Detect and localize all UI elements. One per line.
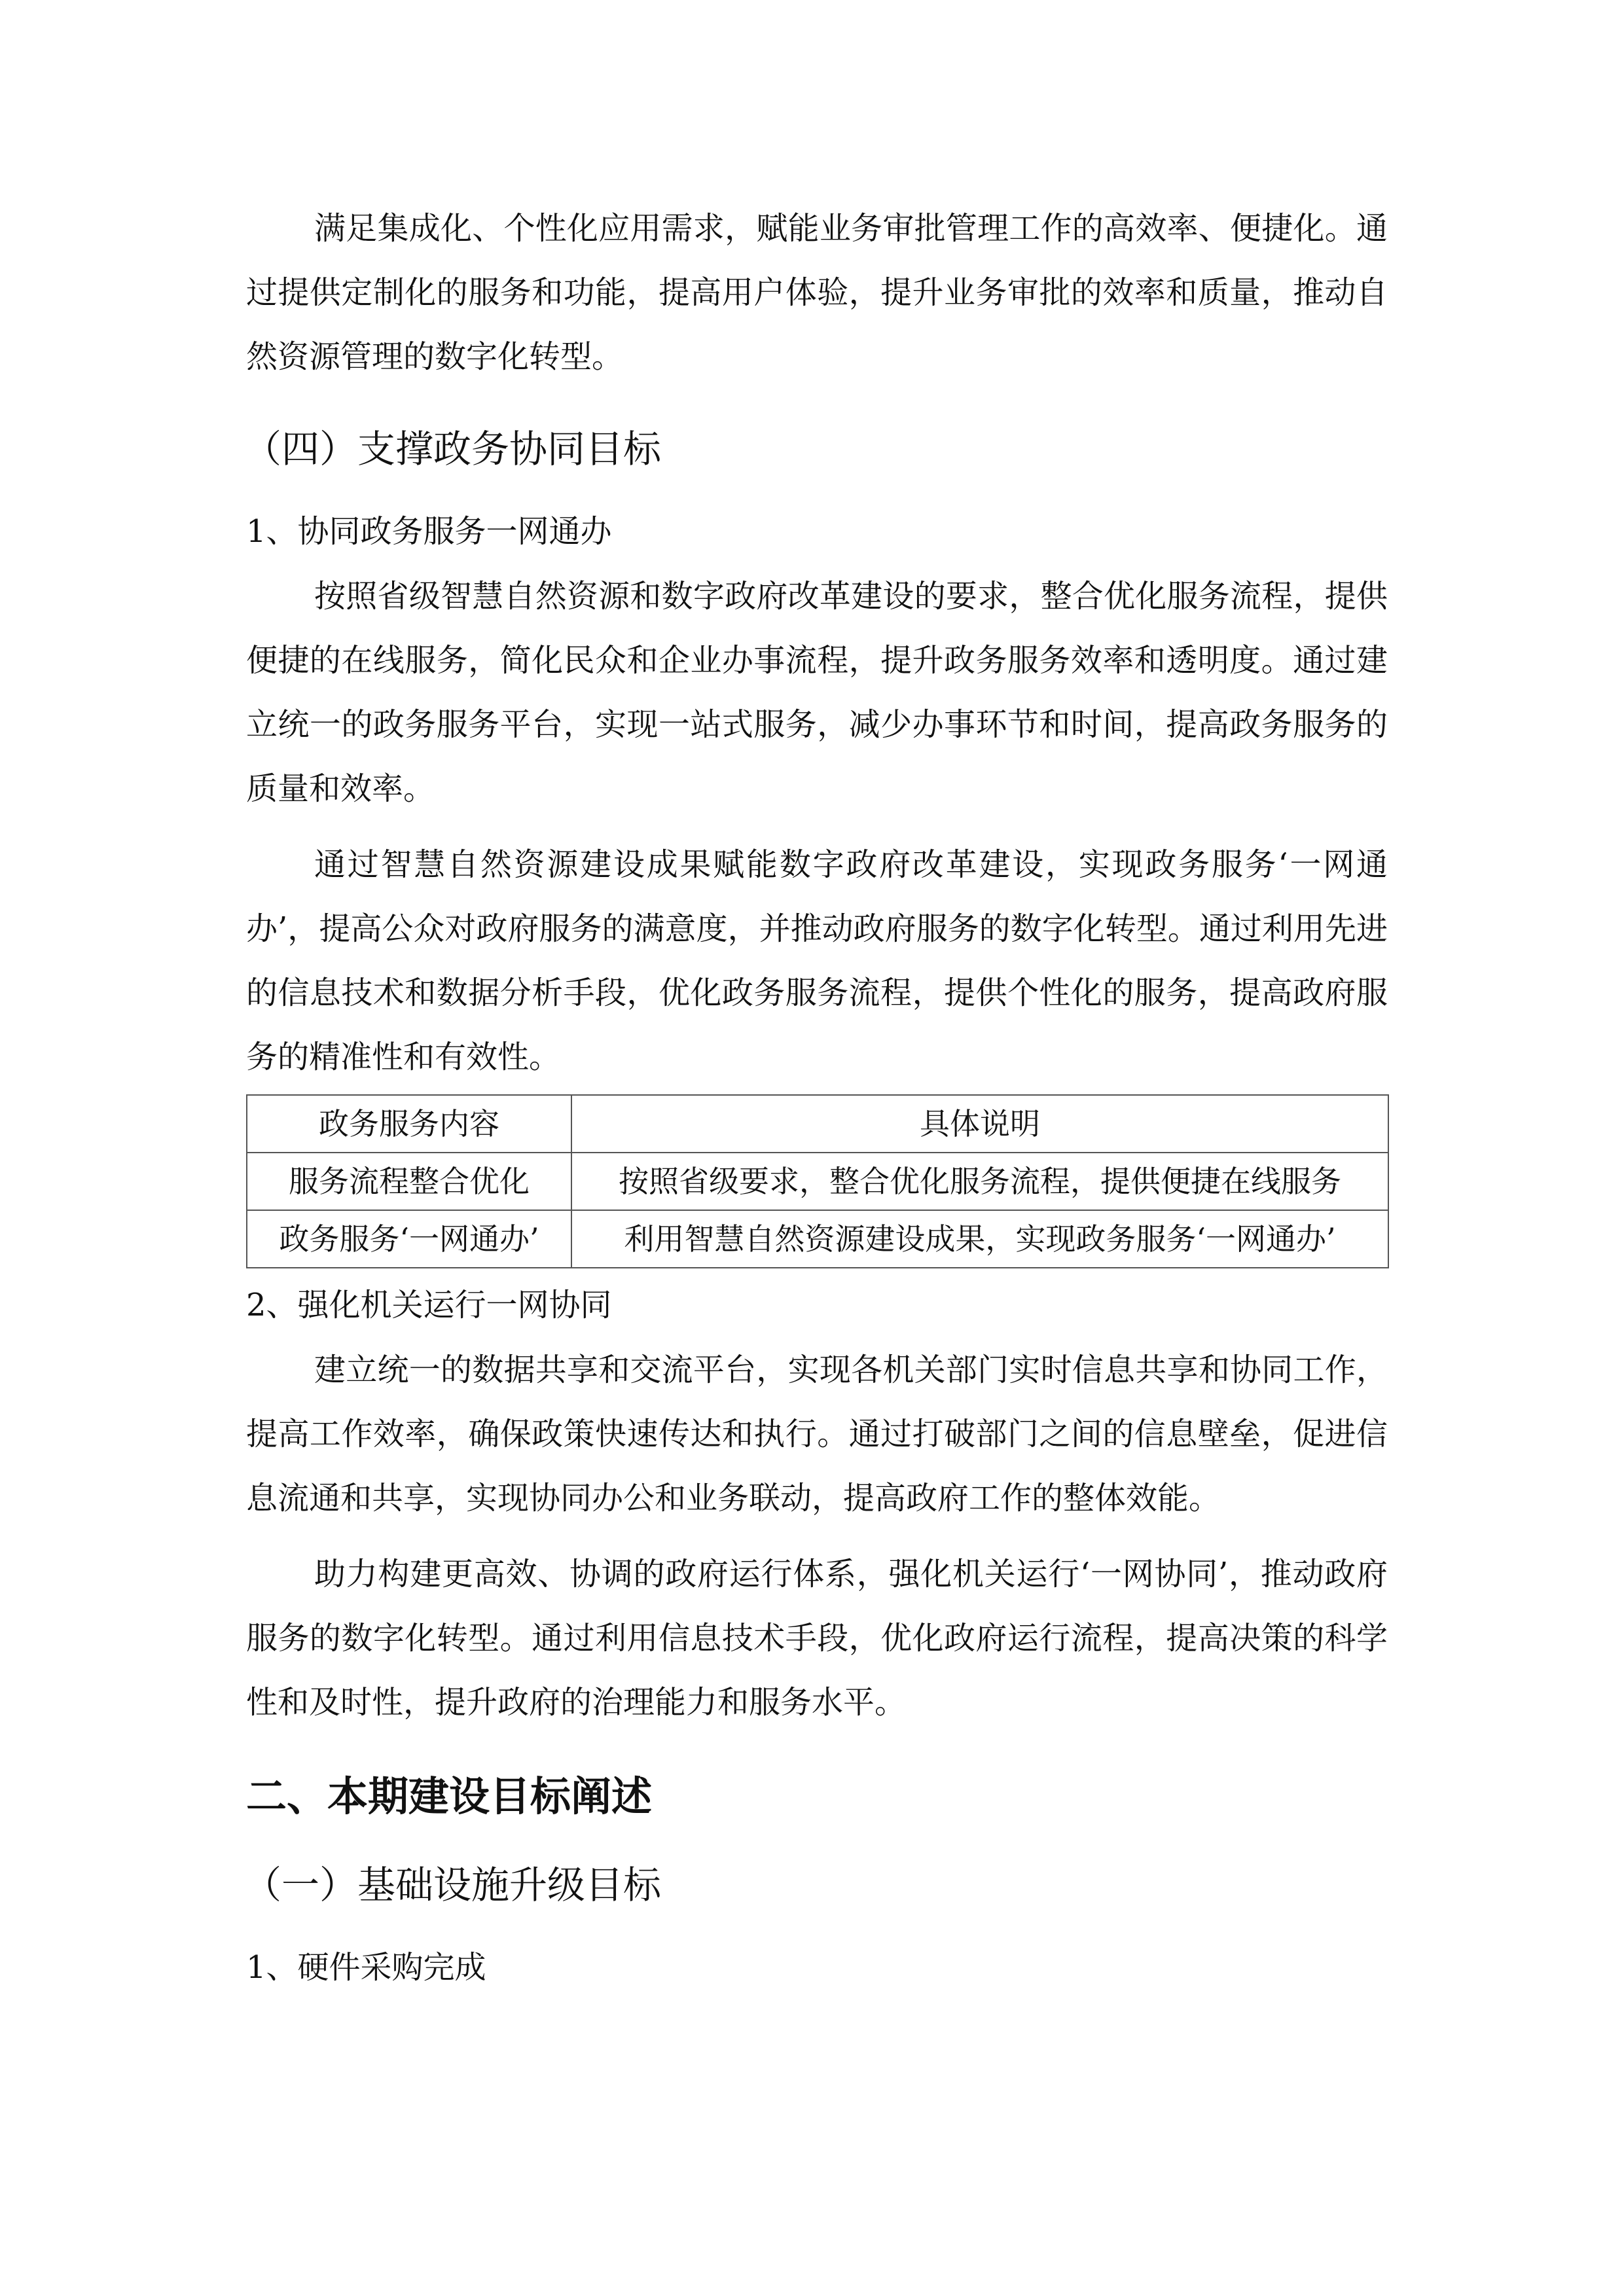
section-heading: （一）基础设施升级目标 bbox=[244, 1863, 662, 1907]
subsection-heading: 1、协同政务服务一网通办 bbox=[246, 513, 612, 550]
paragraph: 按照省级智慧自然资源和数字政府改革建设的要求，整合优化服务流程，提供便捷的在线服务，简化民众和企业办事流程，提升政务服务效率和透明度。通过建立统一的政务服务平台，实现一站式服务，减少办事环节和时间，提高政务服务的质量和效率。 bbox=[246, 578, 1388, 807]
paragraph: 助力构建更高效、协调的政府运行体系，强化机关运行‘一网协同’，推动政府服务的数字化转型。通过利用信息技术手段，优化政府运行流程，提高决策的科学性和及时性，提升政府的治理能力和服务水平。 bbox=[246, 1556, 1388, 1721]
document-page bbox=[246, 196, 1388, 2000]
section-heading: （四）支撑政务协同目标 bbox=[244, 427, 662, 471]
table-cell: 政务服务‘一网通办’ bbox=[247, 1210, 571, 1268]
chapter-heading: 二、本期建设目标阐述 bbox=[246, 1772, 653, 1820]
subsection-heading: 1、硬件采购完成 bbox=[246, 1949, 486, 1986]
table-header-row bbox=[247, 1095, 1388, 1153]
table-cell: 利用智慧自然资源建设成果，实现政务服务‘一网通办’ bbox=[571, 1210, 1388, 1268]
subsection-heading: 2、强化机关运行一网协同 bbox=[246, 1287, 612, 1323]
paragraph: 满足集成化、个性化应用需求，赋能业务审批管理工作的高效率、便捷化。通过提供定制化的服务和功能，提高用户体验，提升业务审批的效率和质量，推动自然资源管理的数字化转型。 bbox=[246, 210, 1388, 375]
table-header-cell: 政务服务内容 bbox=[247, 1095, 571, 1153]
table-row bbox=[247, 1210, 1388, 1268]
paragraph: 建立统一的数据共享和交流平台，实现各机关部门实时信息共享和协同工作，提高工作效率，确保政策快速传达和执行。通过打破部门之间的信息壁垒，促进信息流通和共享，实现协同办公和业务联动，提高政府工作的整体效能。 bbox=[246, 1352, 1388, 1516]
table-cell: 服务流程整合优化 bbox=[247, 1153, 571, 1210]
table-cell: 按照省级要求，整合优化服务流程，提供便捷在线服务 bbox=[571, 1153, 1388, 1210]
service-table bbox=[246, 1094, 1389, 1268]
paragraph: 通过智慧自然资源建设成果赋能数字政府改革建设，实现政务服务‘一网通办’，提高公众对政府服务的满意度，并推动政府服务的数字化转型。通过利用先进的信息技术和数据分析手段，优化政务服务流程，提供个性化的服务，提高政府服务的精准性和有效性。 bbox=[246, 846, 1388, 1075]
table-row bbox=[247, 1153, 1388, 1210]
table-header-cell: 具体说明 bbox=[571, 1095, 1388, 1153]
